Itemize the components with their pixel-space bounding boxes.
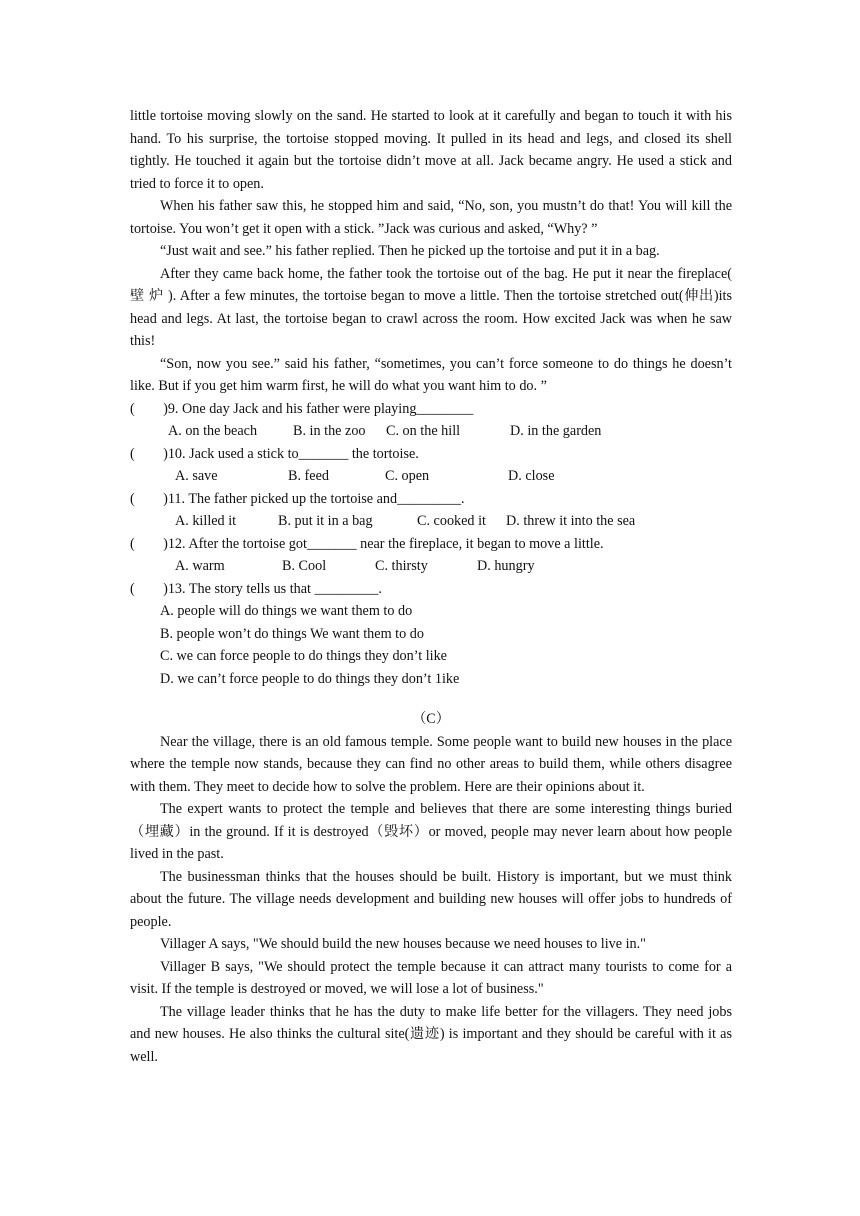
passage-c-paragraph-1: Near the village, there is an old famous temple. Some people want to build new houses in the place where the temple now stands, because they can find no other areas to build them, while others disagree with them. They meet to decide how to solve the problem. Here are their opinions about it.	[130, 733, 732, 795]
passage-c-paragraph-3: The businessman thinks that the houses should be built. History is important, but we must think about the future. The village needs development and building new houses will offer jobs to hundreds of people.	[130, 868, 732, 930]
question-10-option-b: B. feed	[288, 468, 329, 484]
question-11-option-d: D. threw it into the sea	[506, 513, 636, 529]
question-13-option-b: B. people won’t do things We want them to do	[160, 625, 424, 642]
question-9-option-a: A. on the beach	[168, 423, 258, 439]
passage-c-paragraph-4: Villager A says, "We should build the new houses because we need houses to live in."	[160, 936, 646, 952]
question-9-options	[130, 420, 732, 443]
question-13-stem: ( )13. The story tells us that _________.	[130, 580, 382, 597]
section-c-heading: （C）	[412, 711, 450, 727]
question-10-stem: ( )10. Jack used a stick to_______ the tortoise.	[130, 445, 419, 462]
question-10-options	[130, 465, 732, 488]
question-9-option-d: D. in the garden	[510, 423, 602, 439]
passage-b-paragraph-1: little tortoise moving slowly on the sand. He started to look at it carefully and began to touch it with his hand. To his surprise, the tortoise stopped moving. It pulled in its head and legs, and closed its shell tightly. He touched it again but the tortoise didn’t move at all. Jack became angry. He used a stick and tried to force it to open.	[130, 108, 732, 192]
passage-b-paragraph-3: “Just wait and see.” his father replied. Then he picked up the tortoise and put it in a bag.	[160, 243, 660, 259]
question-12-stem: ( )12. After the tortoise got_______ near the fireplace, it began to move a little.	[130, 535, 604, 552]
question-11-options	[130, 510, 732, 533]
question-12-options	[130, 555, 732, 578]
passage-b-paragraph-5: “Son, now you see.” said his father, “sometimes, you can’t force someone to do things he doesn’t like. But if you get him warm first, he will do what you want him to do. ”	[130, 355, 732, 394]
passage-b-paragraph-2: When his father saw this, he stopped him and said, “No, son, you mustn’t do that! You will kill the tortoise. You won’t get it open with a stick. ”Jack was curious and asked, “Why? ”	[130, 198, 732, 237]
document-page	[130, 105, 732, 1068]
passage-c-paragraph-6: The village leader thinks that he has the duty to make life better for the villagers. They need jobs and new houses. He also thinks the cultural site(遗迹) is important and they should be careful with it as well.	[130, 1003, 732, 1065]
question-9-option-c: C. on the hill	[386, 423, 461, 439]
question-9-stem: ( )9. One day Jack and his father were playing________	[130, 400, 474, 417]
passage-b-paragraph-4: After they came back home, the father took the tortoise out of the bag. He put it near the fireplace( 壁 炉 ). After a few minutes, the tortoise began to move a little. Then the tortoise stretched out(伸出)its head and legs. At last, the tortoise began to crawl across the room. How excited Jack was when he saw this!	[130, 265, 732, 349]
question-10-option-d: D. close	[508, 468, 555, 484]
question-12-option-c: C. thirsty	[375, 558, 428, 574]
question-11-option-a: A. killed it	[175, 513, 237, 529]
question-12-option-a: A. warm	[175, 558, 225, 574]
passage-c-paragraph-5: Villager B says, "We should protect the temple because it can attract many tourists to come for a visit. If the temple is destroyed or moved, we will lose a lot of business."	[130, 958, 732, 997]
passage-c-paragraph-2: The expert wants to protect the temple and believes that there are some interesting things buried（埋藏）in the ground. If it is destroyed（毁坏）or moved, people may never learn about how people lived in the past.	[130, 801, 732, 862]
question-10-option-a: A. save	[175, 468, 218, 484]
question-12-option-b: B. Cool	[282, 558, 327, 574]
question-11-option-b: B. put it in a bag	[278, 513, 373, 529]
question-11-option-c: C. cooked it	[417, 513, 486, 529]
question-9-option-b: B. in the zoo	[293, 423, 366, 439]
question-13-option-c: C. we can force people to do things they don’t like	[160, 648, 447, 664]
question-13-option-a: A. people will do things we want them to do	[160, 603, 413, 619]
question-10-option-c: C. open	[385, 468, 430, 484]
question-11-stem: ( )11. The father picked up the tortoise and_________.	[130, 490, 465, 507]
question-13-option-d: D. we can’t force people to do things they don’t 1ike	[160, 670, 460, 687]
question-12-option-d: D. hungry	[477, 558, 535, 574]
